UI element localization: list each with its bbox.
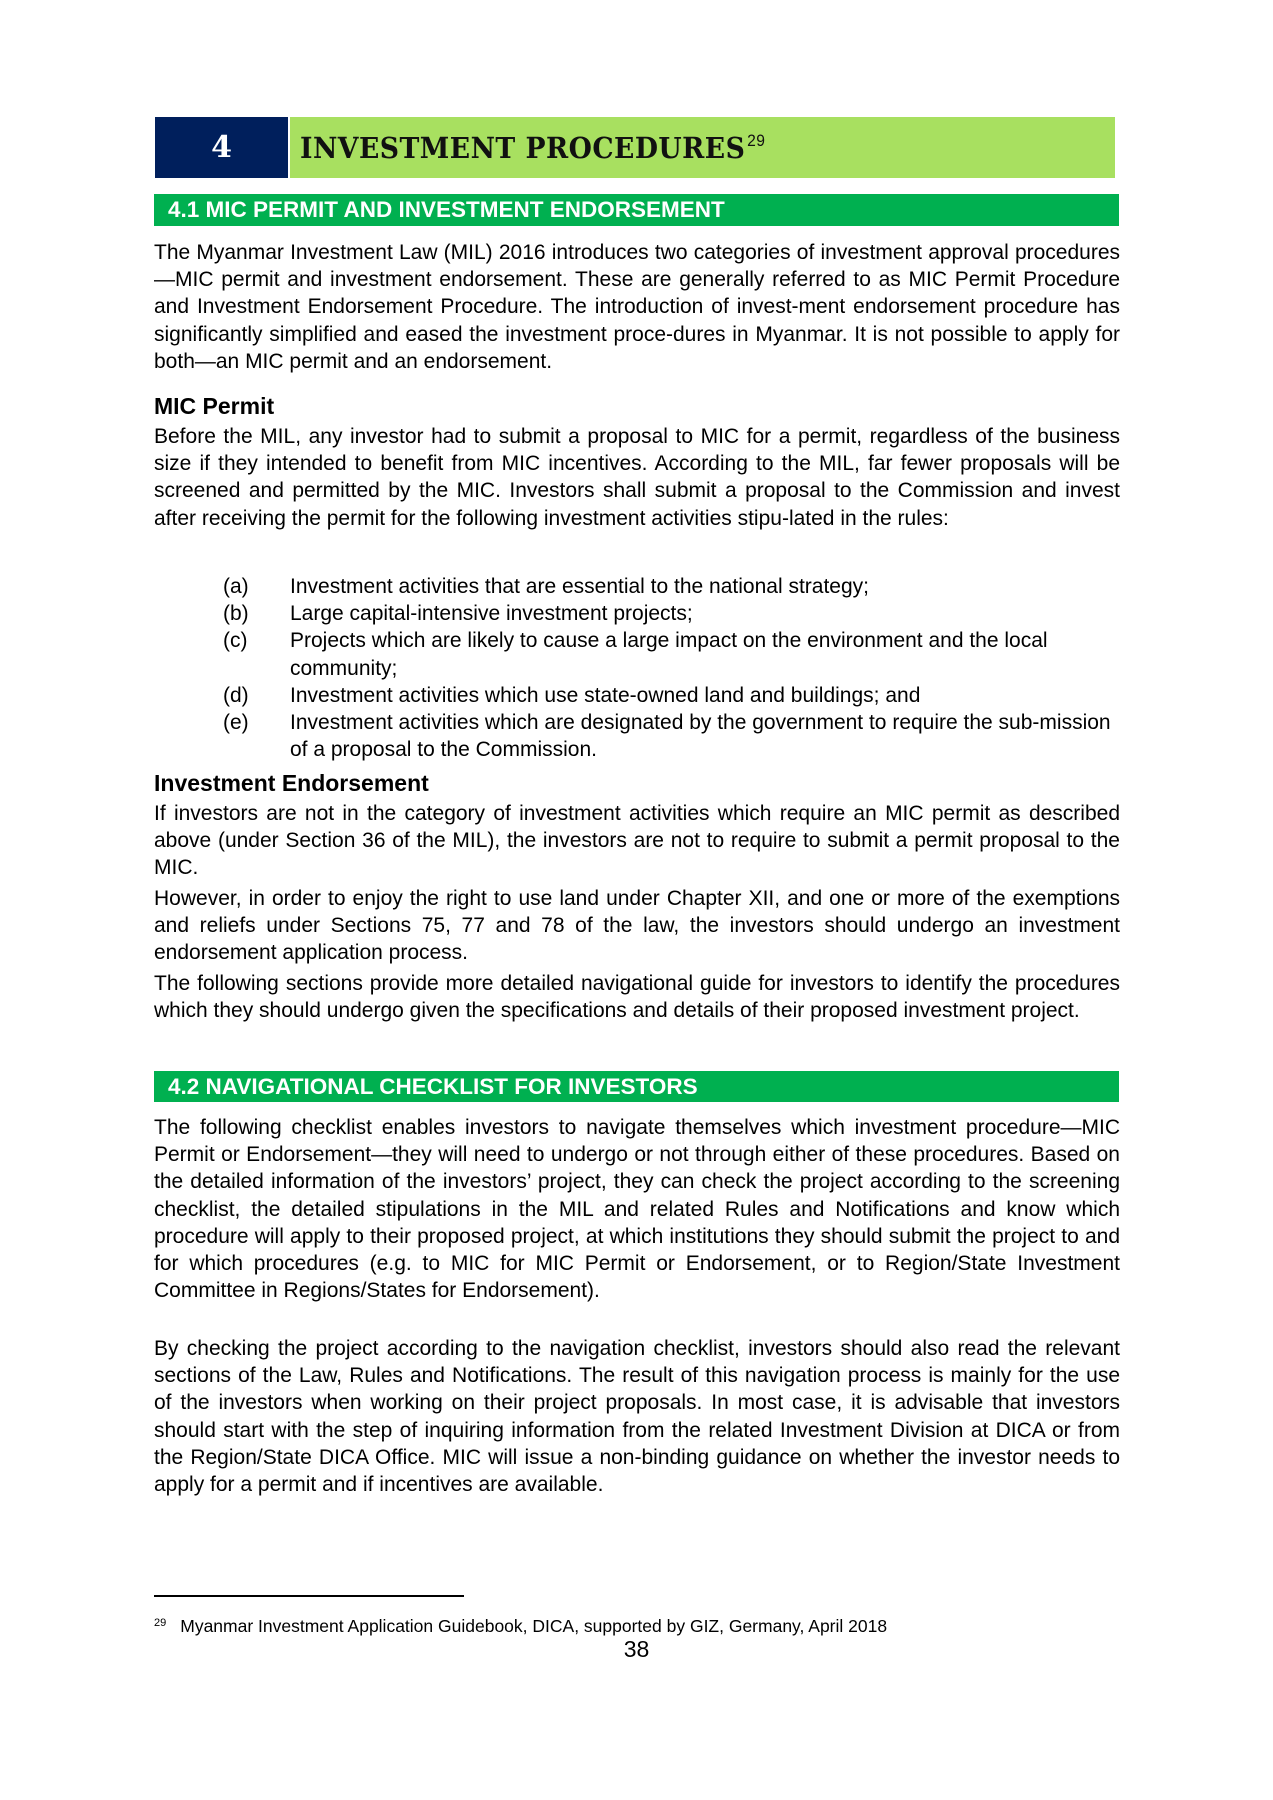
subheading-investment-endorsement: Investment Endorsement (154, 770, 429, 796)
footnote (154, 1612, 887, 1637)
subheading-mic-permit: MIC Permit (154, 393, 275, 419)
chapter-number: 4 (155, 117, 290, 178)
list-item-label: (d) (223, 683, 249, 707)
list-item (223, 709, 1123, 763)
endorsement-paragraph-1: If investors are not in the category of investment activities which require an MIC permit as described above (under Section 36 of the MIL), the investors are not to require to submit a permit proposal to the MIC. (154, 802, 1120, 880)
section-heading-4-2: 4.2 NAVIGATIONAL CHECKLIST FOR INVESTORS (154, 1071, 1119, 1102)
list-item-text: Projects which are likely to cause a large impact on the environment and the local community; (290, 629, 1048, 680)
intro-paragraph: The Myanmar Investment Law (MIL) 2016 introduces two categories of investment approval procedures—MIC permit and investment endorsement. These are generally referred to as MIC Permit Procedure and Investment Endorsement Procedure. The introduction of invest-ment endorsement procedure has significantly simplified and eased the investment proce-dures in Myanmar. It is not possible to apply for both—an MIC permit and an endorsement. (154, 241, 1120, 373)
list-item-text: Investment activities which are designated by the government to require the sub-mission of a proposal to the Commission. (290, 711, 1111, 762)
footnote-number: 29 (154, 1617, 167, 1629)
list-item-text: Investment activities that are essential to the national strategy; (290, 575, 869, 598)
page-number: 38 (623, 1636, 650, 1662)
checklist-paragraph-1: The following checklist enables investors to navigate themselves which investment procedure—MIC Permit or Endorsement—they will need to undergo or not through either of these procedures. Based on the detailed information of the investors’ project, they can check the project according to the screening checklist, the detailed stipulations in the MIL and related Rules and Notifications and know which procedure will apply to their proposed project, at which institutions they should submit the project to and for which procedures (e.g. to MIC for MIC Permit or Endorsement, or to Region/State Investment Committee in Regions/States for Endorsement). (154, 1116, 1120, 1303)
list-item-label: (e) (223, 711, 249, 735)
footnote-reference[interactable]: 29 (747, 130, 766, 150)
mic-permit-activities-list (223, 573, 1123, 763)
endorsement-paragraph-3: The following sections provide more detailed navigational guide for investors to identify the procedures which they should undergo given the specifications and details of their proposed investment project. (154, 972, 1120, 1023)
section-heading-4-1: 4.1 MIC PERMIT AND INVESTMENT ENDORSEMENT (154, 194, 1119, 226)
list-item-text: Large capital-intensive investment projects; (290, 602, 693, 626)
chapter-title (300, 131, 765, 165)
list-item-label: (a) (223, 575, 249, 598)
chapter-header (155, 117, 1115, 178)
list-item (223, 682, 1123, 709)
checklist-paragraph-2: By checking the project according to the navigation checklist, investors should also read the relevant sections of the Law, Rules and Notifications. The result of this navigation process is mainly for the use of the investors when working on their project proposals. In most case, it is advisable that investors should start with the step of inquiring information from the related Investment Division at DICA or from the Region/State DICA Office. MIC will issue a non-binding guidance on whether the investor needs to apply for a permit and if incentives are available. (154, 1337, 1120, 1497)
endorsement-paragraph-2: However, in order to enjoy the right to use land under Chapter XII, and one or more of the exemptions and reliefs under Sections 75, 77 and 78 of the law, the investors should undergo an investment endorsement application process. (154, 887, 1120, 965)
mic-permit-paragraph: Before the MIL, any investor had to submit a proposal to MIC for a permit, regardless of the business size if they intended to benefit from MIC incentives. According to the MIL, far fewer proposals will be screened and permitted by the MIC. Investors shall submit a proposal to the Commission and invest after receiving the permit for the following investment activities stipu-lated in the rules: (154, 425, 1120, 530)
footnote-divider (154, 1595, 464, 1597)
chapter-title-box (290, 117, 1115, 178)
list-item-text: Investment activities which use state-owned land and buildings; and (290, 683, 921, 707)
list-item-label: (c) (223, 629, 248, 653)
footnote-text: Myanmar Investment Application Guidebook, DICA, supported by GIZ, Germany, April 2018 (180, 1616, 888, 1636)
chapter-title-text: INVESTMENT PROCEDURES (300, 130, 746, 165)
list-item (223, 627, 1123, 681)
list-item (223, 600, 1123, 627)
list-item (223, 573, 1123, 600)
list-item-label: (b) (223, 602, 249, 626)
